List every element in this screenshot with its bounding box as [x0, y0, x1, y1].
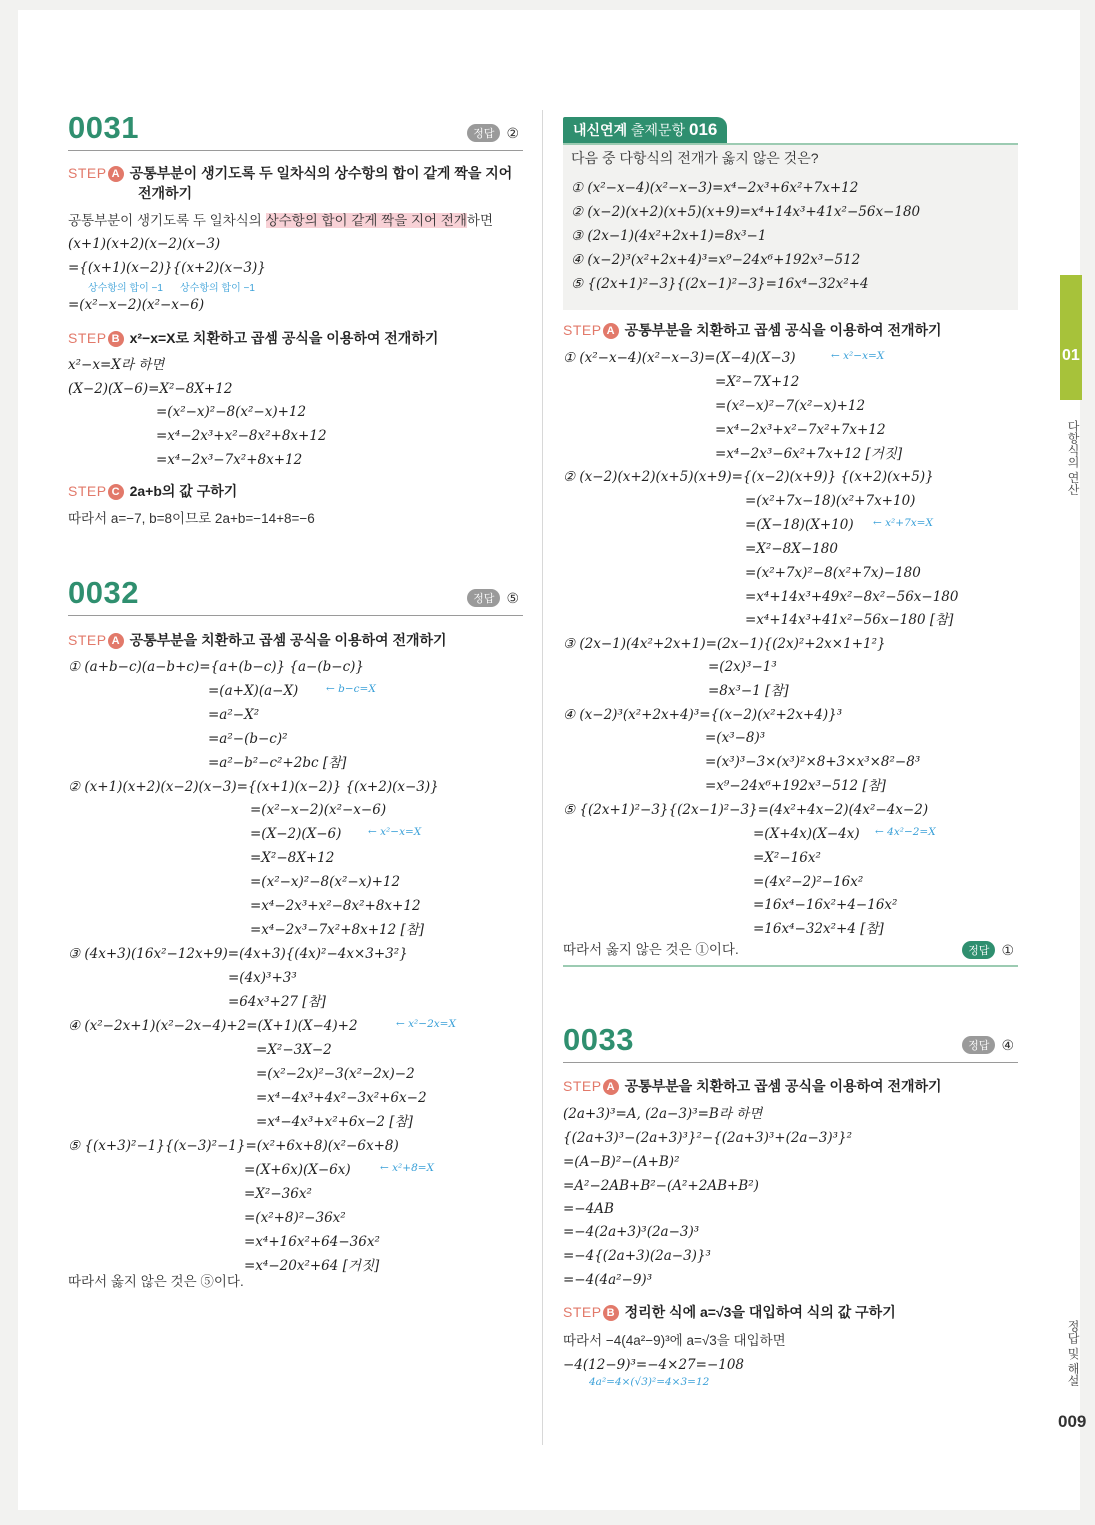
math-line: (2a+3)³=A, (2a−3)³=B라 하면 [563, 1106, 763, 1122]
annotation-note: 상수항의 합이 −1 [180, 283, 255, 294]
math-line: =(X−2)(X−6) [250, 826, 342, 842]
option: ③ (2x−1)(4x²+2x+1)=8x³−1 [571, 228, 767, 244]
answer-badge: 정답 [962, 941, 995, 959]
substitution-note: ← b−c=X [326, 683, 376, 695]
answer-value: ② [506, 125, 519, 141]
highlight: 상수항의 합이 같게 짝을 지어 전개 [265, 213, 467, 228]
math-line: ⑤ {(2x+1)²−3}{(2x−1)²−3}=(4x²+4x−2)(4x²−4x−2) [563, 802, 929, 818]
math-line: (x+1)(x+2)(x−2)(x−3) [68, 236, 221, 252]
math-line: =X²−7X+12 [715, 374, 800, 390]
step-circle: A [108, 166, 124, 182]
step-b: STEP B 정리한 식에 a=√3을 대입하여 식의 값 구하기 [563, 1304, 896, 1320]
math-line: =−4(2a+3)³(2a−3)³ [563, 1224, 700, 1240]
answer-badge: 정답 [962, 1036, 995, 1054]
math-line: =(X−18)(X+10) [745, 517, 854, 533]
annotation-note: 상수항의 합이 −1 [88, 283, 163, 294]
math-line: =X²−16x² [753, 850, 821, 866]
substitution-note: ← x²+7x=X [873, 517, 933, 529]
math-line: =x⁴−2x³−7x²+8x+12 [참] [250, 922, 425, 938]
option: ① (x²−x−4)(x²−x−3)=x⁴−2x³+6x²+7x+12 [571, 180, 859, 196]
chapter-tab[interactable] [1060, 275, 1082, 400]
answer-value: ⑤ [506, 590, 519, 606]
step-title: 공통부분을 치환하고 곱셈 공식을 이용하여 전개하기 [129, 632, 447, 648]
answer-value: ① [1001, 942, 1014, 958]
substitution-note: ← x²−x=X [368, 826, 422, 838]
math-line: =(x²−x)²−8(x²−x)+12 [156, 404, 307, 420]
problem-number: 0031 [68, 110, 139, 145]
answer-value: ④ [1001, 1037, 1014, 1053]
math-line: ⑤ {(x+3)²−1}{(x−3)²−1}=(x²+6x+8)(x²−6x+8) [68, 1138, 399, 1154]
substitution-note: ← x²−x=X [831, 350, 885, 362]
chapter-title: 다항식의 연산 [1066, 420, 1080, 496]
chapter-number: 01 [1062, 347, 1080, 364]
step-title-cont: 전개하기 [138, 185, 193, 201]
math-line: =a²−(b−c)² [208, 731, 288, 747]
math-line: =(x²−x)²−7(x²−x)+12 [715, 398, 866, 414]
answer [962, 1036, 1014, 1054]
problem-header-0032 [68, 575, 523, 616]
math-line: =−4{(2a+3)(2a−3)}³ [563, 1248, 711, 1264]
section-line [563, 965, 1018, 967]
explanation: 공통부분이 생기도록 두 일차식의 상수항의 합이 같게 짝을 지어 전개하면 [68, 213, 493, 228]
math-line: =(x²−2x)²−3(x²−2x)−2 [256, 1066, 415, 1082]
answer-badge: 정답 [467, 124, 500, 142]
math-line: ③ (2x−1)(4x²+2x+1)=(2x−1){(2x)²+2x×1+1²} [563, 636, 886, 652]
math-line: =(x³−8)³ [705, 730, 766, 746]
math-line: ① (a+b−c)(a−b+c)={a+(b−c)} {a−(b−c)} [68, 659, 364, 675]
math-line: =a²−X² [208, 707, 260, 723]
math-line: =x⁴−4x³+x²+6x−2 [참] [256, 1114, 413, 1130]
math-line: =(x²+7x−18)(x²+7x+10) [745, 493, 916, 509]
math-line: =16x⁴−16x²+4−16x² [753, 897, 898, 913]
math-line: =−4(4a²−9)³ [563, 1272, 653, 1288]
math-line: =x⁴−2x³+x²−8x²+8x+12 [250, 898, 421, 914]
math-line: x²−x=X라 하면 [68, 357, 165, 373]
substitution-note: 4a²=4×(√3)²=4×3=12 [589, 1376, 710, 1388]
math-line: =x⁴−2x³−7x²+8x+12 [156, 452, 303, 468]
footer-label: 정답 및 해설 [1066, 1320, 1080, 1387]
math-line: =x⁴−2x³−6x²+7x+12 [거짓] [715, 446, 903, 462]
step-title: 공통부분이 생기도록 두 일차식의 상수항의 합이 같게 짝을 지어 [129, 165, 513, 181]
linked-question-box [563, 145, 1018, 310]
math-line: =x⁴−2x³+x²−7x²+7x+12 [715, 422, 886, 438]
math-line: =x⁴+14x³+41x²−56x−180 [참] [745, 612, 954, 628]
answer [467, 124, 519, 142]
conclusion: 따라서 a=−7, b=8이므로 2a+b=−14+8=−6 [68, 511, 315, 526]
math-line: =(2x)³−1³ [708, 659, 777, 675]
option: ⑤ {(2x+1)²−3}{(2x−1)²−3}=16x⁴−32x²+4 [571, 276, 869, 292]
math-line: ④ (x²−2x+1)(x²−2x−4)+2=(X+1)(X−4)+2 [68, 1018, 358, 1034]
substitution-note: ← x²+8=X [380, 1162, 435, 1174]
answer-badge: 정답 [467, 589, 500, 607]
math-line: ={(x+1)(x−2)}{(x+2)(x−3)} [68, 260, 266, 276]
step-a: STEP A 공통부분을 치환하고 곱셈 공식을 이용하여 전개하기 [563, 322, 942, 338]
step-title: 2a+b의 값 구하기 [129, 483, 238, 499]
step-circle: A [603, 1079, 619, 1095]
step-circle: A [108, 633, 124, 649]
answer [962, 941, 1014, 959]
math-line: =(x²−x)²−8(x²−x)+12 [250, 874, 401, 890]
math-line: =16x⁴−32x²+4 [참] [753, 921, 884, 937]
math-line: =X²−36x² [244, 1186, 312, 1202]
step-circle: A [603, 323, 619, 339]
math-line: ② (x+1)(x+2)(x−2)(x−3)={(x+1)(x−2)} {(x+2)(x−3)} [68, 779, 439, 795]
step-title: 정리한 식에 a=√3을 대입하여 식의 값 구하기 [624, 1304, 896, 1320]
math-line: =64x³+27 [참] [228, 994, 326, 1010]
substitution-note: ← 4x²−2=X [875, 826, 936, 838]
step-a: STEP A 공통부분이 생기도록 두 일차식의 상수항의 합이 같게 짝을 지어 [68, 165, 513, 181]
math-line: =(x²−x−2)(x²−x−6) [250, 802, 387, 818]
math-line: =(a+X)(a−X) [208, 683, 299, 699]
math-line: =(4x²−2)²−16x² [753, 874, 864, 890]
math-line: =(X+6x)(X−6x) [244, 1162, 351, 1178]
conclusion: 따라서 옳지 않은 것은 ⑤이다. [68, 1274, 244, 1289]
math-line: {(2a+3)³−(2a+3)³}²−{(2a+3)³+(2a−3)³}² [563, 1130, 853, 1146]
math-line: =X²−8X−180 [745, 541, 838, 557]
page-number: 009 [1058, 1412, 1087, 1431]
problem-header-0031 [68, 110, 523, 151]
math-line: =X²−8X+12 [250, 850, 335, 866]
step-title: 공통부분을 치환하고 곱셈 공식을 이용하여 전개하기 [624, 322, 942, 338]
math-line: ① (x²−x−4)(x²−x−3)=(X−4)(X−3) [563, 350, 796, 366]
math-line: =(x²+7x)²−8(x²+7x)−180 [745, 565, 921, 581]
math-line: =a²−b²−c²+2bc [참] [208, 755, 347, 771]
step-a: STEP A 공통부분을 치환하고 곱셈 공식을 이용하여 전개하기 [68, 632, 447, 648]
math-line: =x⁴+14x³+49x²−8x²−56x−180 [745, 589, 959, 605]
problem-header-0033 [563, 1022, 1018, 1063]
math-line: =8x³−1 [참] [708, 683, 789, 699]
option: ② (x−2)(x+2)(x+5)(x+9)=x⁴+14x³+41x²−56x−180 [571, 204, 921, 220]
math-line: =X²−3X−2 [256, 1042, 332, 1058]
math-line: −4(12−9)³=−4×27=−108 [563, 1357, 745, 1373]
linked-question-header [563, 117, 1018, 145]
step-title: x²−x=X로 치환하고 곱셈 공식을 이용하여 전개하기 [129, 330, 439, 346]
math-line: =x⁴−4x³+4x²−3x²+6x−2 [256, 1090, 427, 1106]
step-circle: C [108, 484, 124, 500]
step-title: 공통부분을 치환하고 곱셈 공식을 이용하여 전개하기 [624, 1078, 942, 1094]
answer [467, 589, 519, 607]
substitution-note: ← x²−2x=X [396, 1018, 456, 1030]
math-line: =x⁹−24x⁶+192x³−512 [참] [705, 778, 886, 794]
math-line: =(x²−x−2)(x²−x−6) [68, 297, 205, 313]
math-line: =x⁴+16x²+64−36x² [244, 1234, 380, 1250]
step-c: STEP C 2a+b의 값 구하기 [68, 483, 238, 499]
math-line: ③ (4x+3)(16x²−12x+9)=(4x+3){(4x)²−4x×3+3²} [68, 946, 408, 962]
step-b: STEP B x²−x=X로 치환하고 곱셈 공식을 이용하여 전개하기 [68, 330, 439, 346]
math-line: =(x²+8)²−36x² [244, 1210, 346, 1226]
question-text: 다음 중 다항식의 전개가 옳지 않은 것은? [571, 150, 819, 166]
problem-number: 0033 [563, 1022, 634, 1057]
math-line: =(X+4x)(X−4x) [753, 826, 860, 842]
option: ④ (x−2)³(x²+2x+4)³=x⁹−24x⁶+192x³−512 [571, 252, 861, 268]
math-line: ② (x−2)(x+2)(x+5)(x+9)={(x−2)(x+9)} {(x+2)(x+5)} [563, 469, 934, 485]
math-line: =x⁴−20x²+64 [거짓] [244, 1258, 380, 1274]
math-line: ④ (x−2)³(x²+2x+4)³={(x−2)(x²+2x+4)}³ [563, 707, 843, 723]
math-line: =(x³)³−3×(x³)²×8+3×x³×8²−8³ [705, 754, 921, 770]
math-line: =−4AB [563, 1201, 614, 1217]
column-divider [542, 110, 543, 1445]
math-line: =x⁴−2x³+x²−8x²+8x+12 [156, 428, 327, 444]
explanation: 따라서 −4(4a²−9)³에 a=√3을 대입하면 [563, 1333, 786, 1348]
math-line: (X−2)(X−6)=X²−8X+12 [68, 381, 233, 397]
math-line: =(A−B)²−(A+B)² [563, 1154, 680, 1170]
problem-number: 0032 [68, 575, 139, 610]
page [18, 10, 1080, 1510]
conclusion: 따라서 옳지 않은 것은 ①이다. [563, 942, 739, 957]
step-circle: B [603, 1305, 619, 1321]
step-a: STEP A 공통부분을 치환하고 곱셈 공식을 이용하여 전개하기 [563, 1078, 942, 1094]
linked-question-tab: 내신연계 출제문항 016 [563, 117, 727, 143]
math-line: =(4x)³+3³ [228, 970, 297, 986]
math-line: =A²−2AB+B²−(A²+2AB+B²) [563, 1178, 759, 1194]
step-circle: B [108, 331, 124, 347]
